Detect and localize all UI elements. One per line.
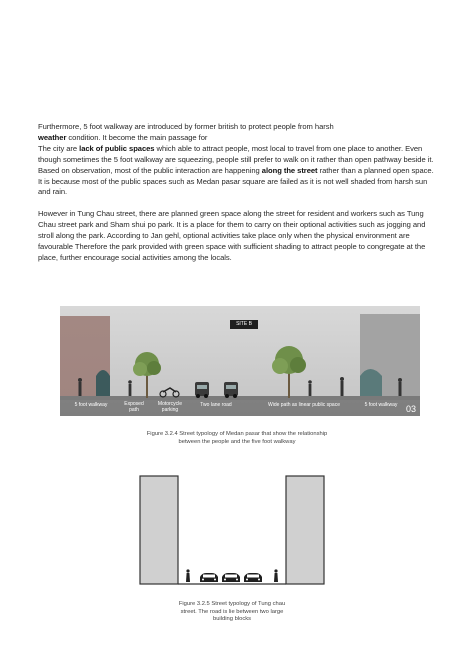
paragraph-1 (38, 122, 438, 198)
p1-intro: Furthermore, 5 foot walkway are introduced by former british to protect people from harsh (38, 122, 334, 131)
diagram-cars (200, 573, 262, 582)
body-text (38, 122, 438, 264)
street-section-figure (60, 306, 420, 416)
p1-street-rest: rather than a planned open space. It is because most of the public spaces such as Medan pasar square are failed as it is not well shaded from harsh sun and rain. (38, 165, 434, 197)
figure1-caption-line2: between the people and the five foot walkway (178, 438, 296, 445)
p1-weather-bold: weather (38, 132, 67, 142)
p1-city-pre: The city are (38, 143, 80, 153)
label-motorcycle-parking: Motorcycle parking (157, 401, 183, 413)
paragraph-2: However in Tung Chau street, there are planned green space along the street for resident and workers such as Tung Chau street park and Sham shui po park. It is a place for them to carry on their optional activities such as jogging and stroll along the park. According to Jan gehl, optional activities take place only when the physical environment are favourable Therefore the park provided with green space with sufficient shading to attract people to congregate at the place, further encourage social activities among the locals. (38, 209, 426, 262)
p1-lack-bold: lack of public spaces (79, 143, 155, 153)
label-wide-path: Wide path as linear public space (268, 402, 340, 408)
figure2-caption (172, 601, 292, 624)
p1-lack-rest: which able to attract people, most local to travel from one place to another. Even though sometimes the 5 foot walkway are squeezing, people still prefer to walk on it rather than open pathway beside it. Based on observation, most of the public interaction are happening (38, 143, 434, 175)
p1-street-bold: along the street (261, 165, 318, 175)
right-arch (360, 369, 382, 400)
figure2-caption-line1: Figure 3.2.5 Street typology of Tung chau (178, 601, 286, 607)
figure1-caption-line1: Figure 3.2.4 Street typology of Medan pasar that show the relationship (146, 431, 328, 437)
figure2-caption-line3: building blocks (212, 616, 252, 623)
site-label: SITE B (230, 320, 258, 329)
right-building-block (286, 476, 324, 584)
figure2-caption-line2: street. The road is lie between two large (180, 608, 284, 615)
tung-chau-section-diagram (0, 474, 474, 594)
label-exposed-path: Exposed path (124, 401, 144, 413)
figure-number: 03 (405, 404, 416, 414)
label-5ft-walkway-left: 5 foot walkway (74, 402, 108, 408)
p1-weather-rest: condition. It become the main passage for (66, 132, 208, 142)
figure1-caption (120, 431, 354, 446)
label-5ft-walkway-right: 5 foot walkway (364, 402, 398, 408)
left-building-block (140, 476, 178, 584)
left-arch (96, 370, 110, 400)
label-two-lane-road: Two lane road (200, 402, 232, 408)
